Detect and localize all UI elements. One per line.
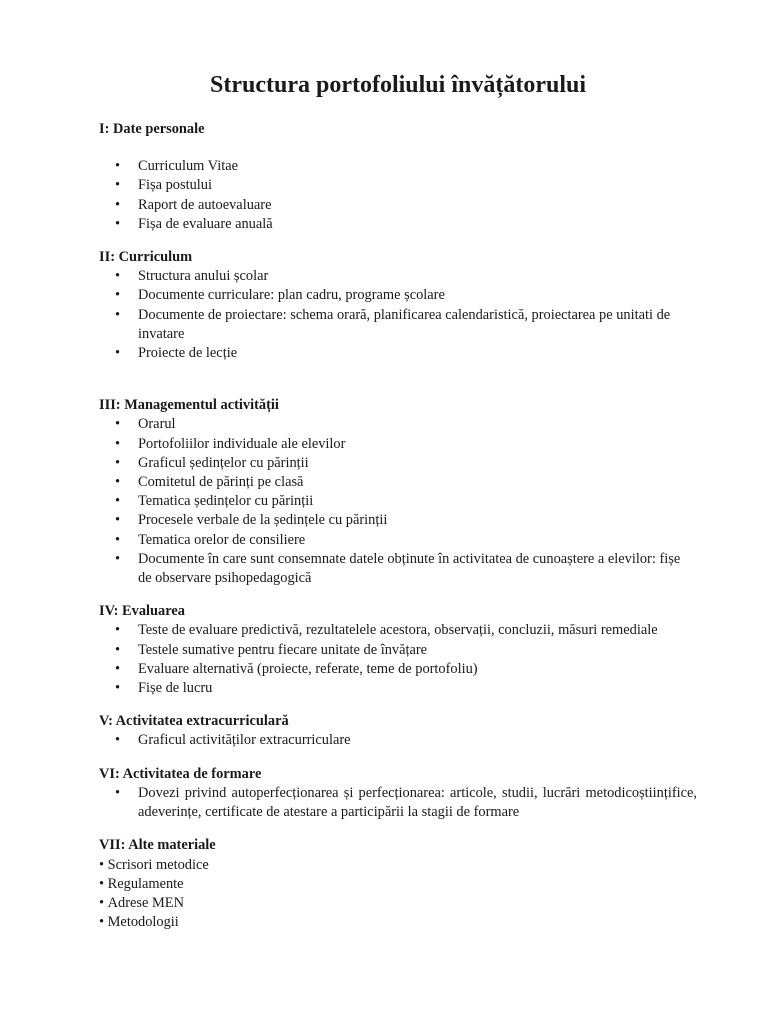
list-item: • Portofoliilor individuale ale elevilor bbox=[99, 435, 697, 454]
list-item: • Documente curriculare: plan cadru, programe școlare bbox=[99, 286, 697, 305]
section-alte-materiale bbox=[99, 836, 697, 932]
list-item: • Fișe de lucru bbox=[99, 679, 697, 698]
section-heading: VI: Activitatea de formare bbox=[99, 765, 262, 782]
section-heading: I: Date personale bbox=[99, 121, 205, 137]
list-item: • Dovezi privind autoperfecționarea și perfecționarea: articole, studii, lucrări metodicoștiințifice, adeverințe, certificate de atestare a participării la stagii de formare bbox=[99, 784, 697, 822]
bullet-list bbox=[99, 856, 697, 933]
bullet-list bbox=[99, 621, 697, 698]
section-heading: VII: Alte materiale bbox=[99, 837, 216, 854]
list-item: • Teste de evaluare predictivă, rezultatelele acestora, observații, concluzii, măsuri remediale bbox=[99, 621, 697, 640]
bullet-list bbox=[99, 784, 697, 822]
bullet-list bbox=[99, 415, 697, 588]
section-evaluarea bbox=[99, 602, 697, 698]
list-item: • Evaluare alternativă (proiecte, referate, teme de portofoliu) bbox=[99, 660, 697, 679]
section-managementul-activitatii bbox=[99, 396, 697, 588]
list-item: • Tematica ședințelor cu părinții bbox=[99, 492, 697, 511]
list-item: • Procesele verbale de la ședințele cu părinții bbox=[99, 511, 697, 530]
list-item: • Comitetul de părinți pe clasă bbox=[99, 473, 697, 492]
section-activitatea-extracurriculara bbox=[99, 712, 697, 750]
list-item: • Fișa de evaluare anuală bbox=[99, 215, 697, 234]
list-item: • Scrisori metodice bbox=[99, 856, 697, 875]
list-item: • Testele sumative pentru fiecare unitate de învățare bbox=[99, 641, 697, 660]
bullet-list bbox=[99, 267, 697, 363]
section-heading: V: Activitatea extracurriculară bbox=[99, 713, 289, 730]
list-item: • Graficul activităților extracurriculare bbox=[99, 731, 697, 750]
list-item: • Graficul ședințelor cu părinții bbox=[99, 454, 697, 473]
list-item: • Fișa postului bbox=[99, 176, 697, 195]
list-item: • Proiecte de lecție bbox=[99, 344, 697, 363]
section-activitatea-de-formare bbox=[99, 765, 697, 823]
list-item: • Metodologii bbox=[99, 913, 697, 932]
section-date-personale bbox=[99, 120, 697, 234]
section-heading: II: Curriculum bbox=[99, 249, 193, 266]
list-item: • Documente de proiectare: schema orară, planificarea calendaristică, proiectarea pe unitati de invatare bbox=[99, 306, 697, 344]
list-item: • Orarul bbox=[99, 415, 697, 434]
document-body bbox=[99, 120, 697, 932]
bullet-list bbox=[99, 731, 697, 750]
section-curriculum bbox=[99, 248, 697, 363]
list-item: • Regulamente bbox=[99, 875, 697, 894]
list-item: • Curriculum Vitae bbox=[99, 157, 697, 176]
page-title: Structura portofoliului învățătorului bbox=[209, 72, 587, 98]
list-item: • Adrese MEN bbox=[99, 894, 697, 913]
section-heading: IV: Evaluarea bbox=[99, 603, 185, 620]
list-item: • Tematica orelor de consiliere bbox=[99, 531, 697, 550]
list-item: • Raport de autoevaluare bbox=[99, 196, 697, 215]
section-heading: III: Managementul activității bbox=[99, 397, 279, 414]
bullet-list bbox=[99, 157, 697, 234]
list-item: • Structura anului școlar bbox=[99, 267, 697, 286]
list-item: • Documente în care sunt consemnate datele obținute în activitatea de cunoaștere a elevilor: fișe de observare psihopedagogică bbox=[99, 550, 697, 588]
